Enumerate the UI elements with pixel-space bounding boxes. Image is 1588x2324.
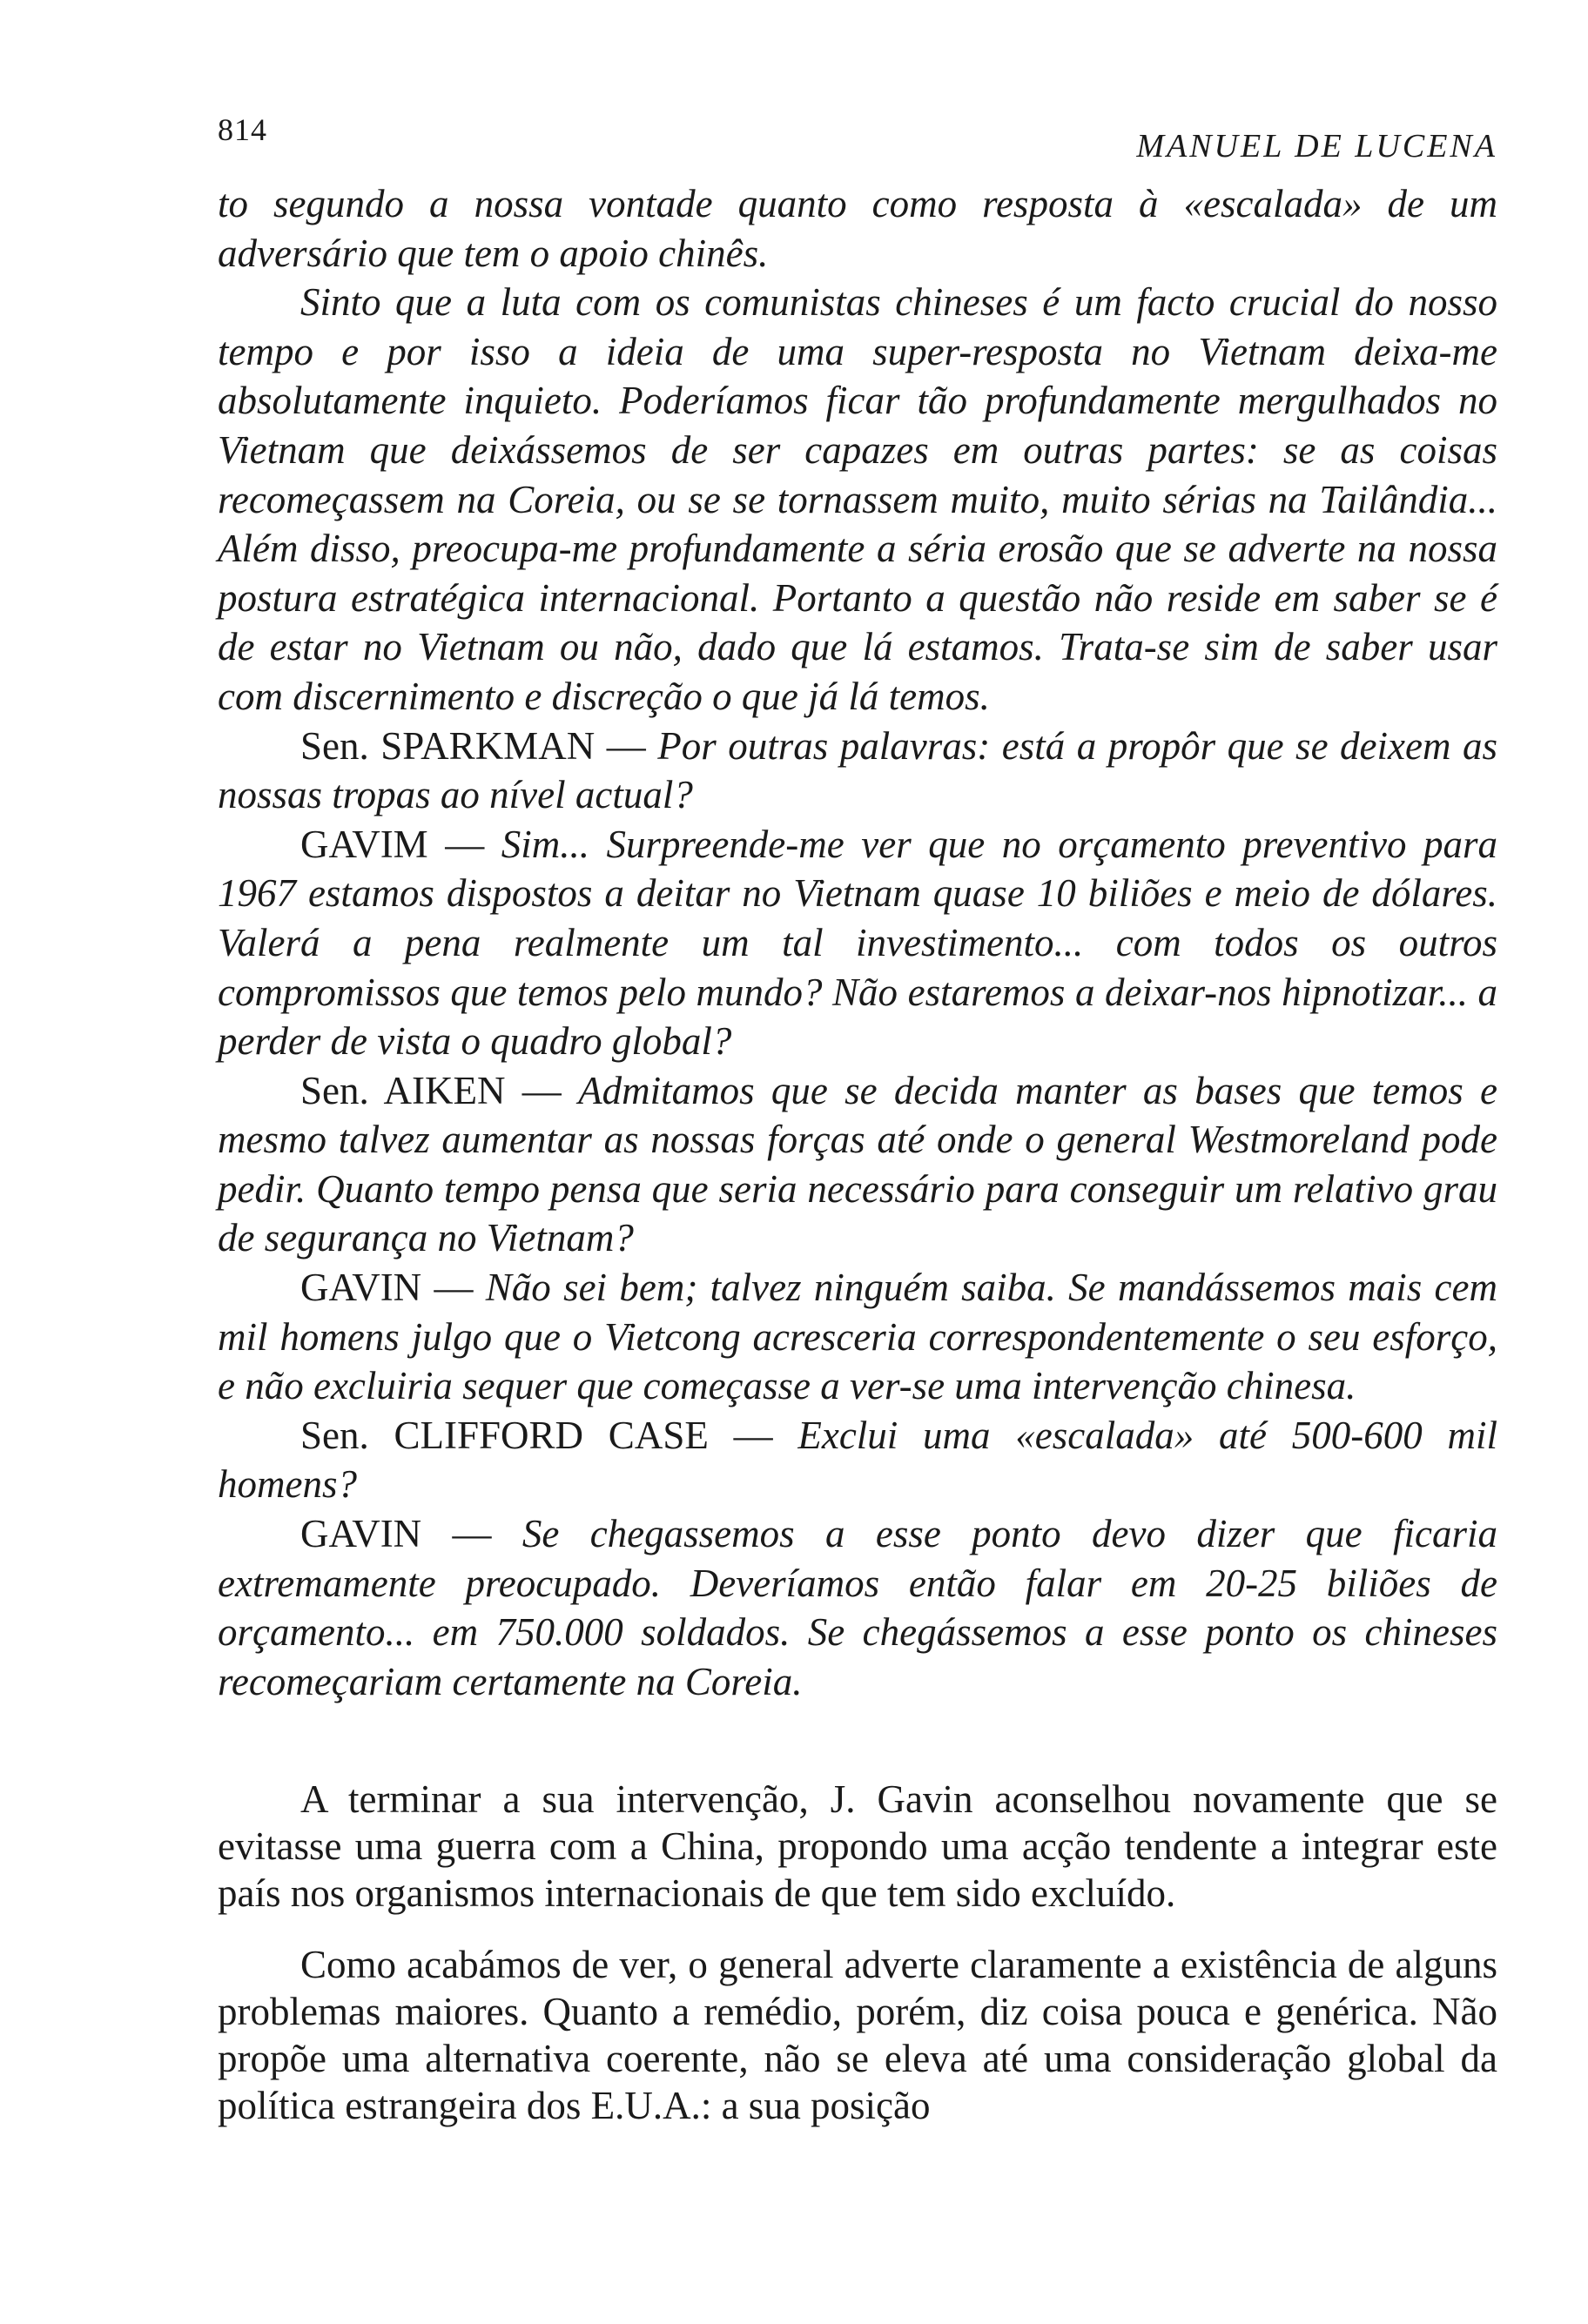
- author-commentary: [218, 1776, 1497, 2129]
- speaker-name: Sen. CLIFFORD CASE —: [300, 1413, 798, 1457]
- quote-text: to segundo a nossa vontade quanto como resposta à «escalada» de um adversário que tem o apoio chinês.: [218, 182, 1497, 275]
- quote-paragraph: [218, 1066, 1497, 1263]
- quote-text: Admitamos que se decida manter as bases que temos e mesmo talvez aumentar as nossas forças até onde o general Westmoreland pode pedir. Quanto tempo pensa que seria necessário para conseguir um relativo grau de segurança no Vietnam?: [218, 1068, 1497, 1260]
- quote-paragraph: [218, 1509, 1497, 1706]
- speaker-name: GAVIM —: [300, 822, 501, 866]
- quote-paragraph: [218, 1263, 1497, 1411]
- quote-paragraph: [218, 820, 1497, 1066]
- speaker-name: Sen. SPARKMAN —: [300, 723, 658, 768]
- prose-paragraph: A terminar a sua intervenção, J. Gavin aconselhou novamente que se evitasse uma guerra com a China, propondo uma acção tendente a integrar este país nos organismos internacionais de que tem sido excluído.: [218, 1777, 1497, 1916]
- running-head: MANUEL DE LUCENA: [1136, 128, 1497, 165]
- quote-paragraph: [218, 1411, 1497, 1509]
- quote-text: Se chegassemos a esse ponto devo dizer que ficaria extremamente preocupado. Deveríamos então falar em 20-25 biliões de orçamento... em 750.000 soldados. Se chegássemos a esse ponto os chineses recomeçariam certamente na Coreia.: [218, 1512, 1497, 1703]
- speaker-name: GAVIN —: [300, 1512, 522, 1556]
- speaker-name: Sen. AIKEN —: [300, 1068, 579, 1112]
- quote-text: Por outras palavras: está a propôr que se deixem as nossas tropas ao nível actual?: [218, 723, 1497, 817]
- quote-text: Sinto que a luta com os comunistas chineses é um facto crucial do nosso tempo e por isso a ideia de uma super-resposta no Vietnam deixa-me absolutamente inquieto. Poderíamos ficar tão profundamente mergulhados no Vietnam que deixássemos de ser capazes em outras partes: se as coisas recomeçassem na Coreia, ou se se tornassem muito, muito sérias na Tailândia... Além disso, preocupa-me profundamente a séria erosão que se adverte na nossa postura estratégica internacional. Portanto a questão não reside em saber se é de estar no Vietnam ou não, dado que lá estamos. Trata-se sim de saber usar com discernimento e discreção o que já lá temos.: [218, 280, 1497, 718]
- quote-paragraph: [218, 278, 1497, 721]
- speaker-name: GAVIN —: [300, 1266, 486, 1310]
- quote-paragraph: [218, 722, 1497, 820]
- quote-text: Exclui uma «escalada» até 500-600 mil homens?: [218, 1413, 1497, 1507]
- quote-text: Sim... Surpreende-me ver que no orçamento preventivo para 1967 estamos dispostos a deitar no Vietnam quase 10 biliões e meio de dólares. Valerá a pena realmente um tal investimento... com todos os outros compromissos que temos pelo mundo? Não estaremos a deixar-nos hipnotizar... a perder de vista o quadro global?: [218, 822, 1497, 1064]
- prose-paragraph: Como acabámos de ver, o general adverte claramente a existência de alguns problemas maiores. Quanto a remédio, porém, diz coisa pouca e genérica. Não propõe uma alternativa coerente, não se eleva até uma consideração global da política estrangeira dos E.U.A.: a sua posição: [218, 1943, 1497, 2128]
- page-header: [218, 111, 1497, 164]
- page-number: 814: [218, 112, 267, 147]
- body-text: [218, 179, 1497, 2153]
- quote-paragraph: [218, 179, 1497, 278]
- quoted-testimony: [218, 179, 1497, 1706]
- quote-text: Não sei bem; talvez ninguém saiba. Se mandássemos mais cem mil homens julgo que o Vietcong acresceria correspondentemente o seu esforço, e não excluiria sequer que começasse a ver-se uma intervenção chinesa.: [218, 1266, 1497, 1408]
